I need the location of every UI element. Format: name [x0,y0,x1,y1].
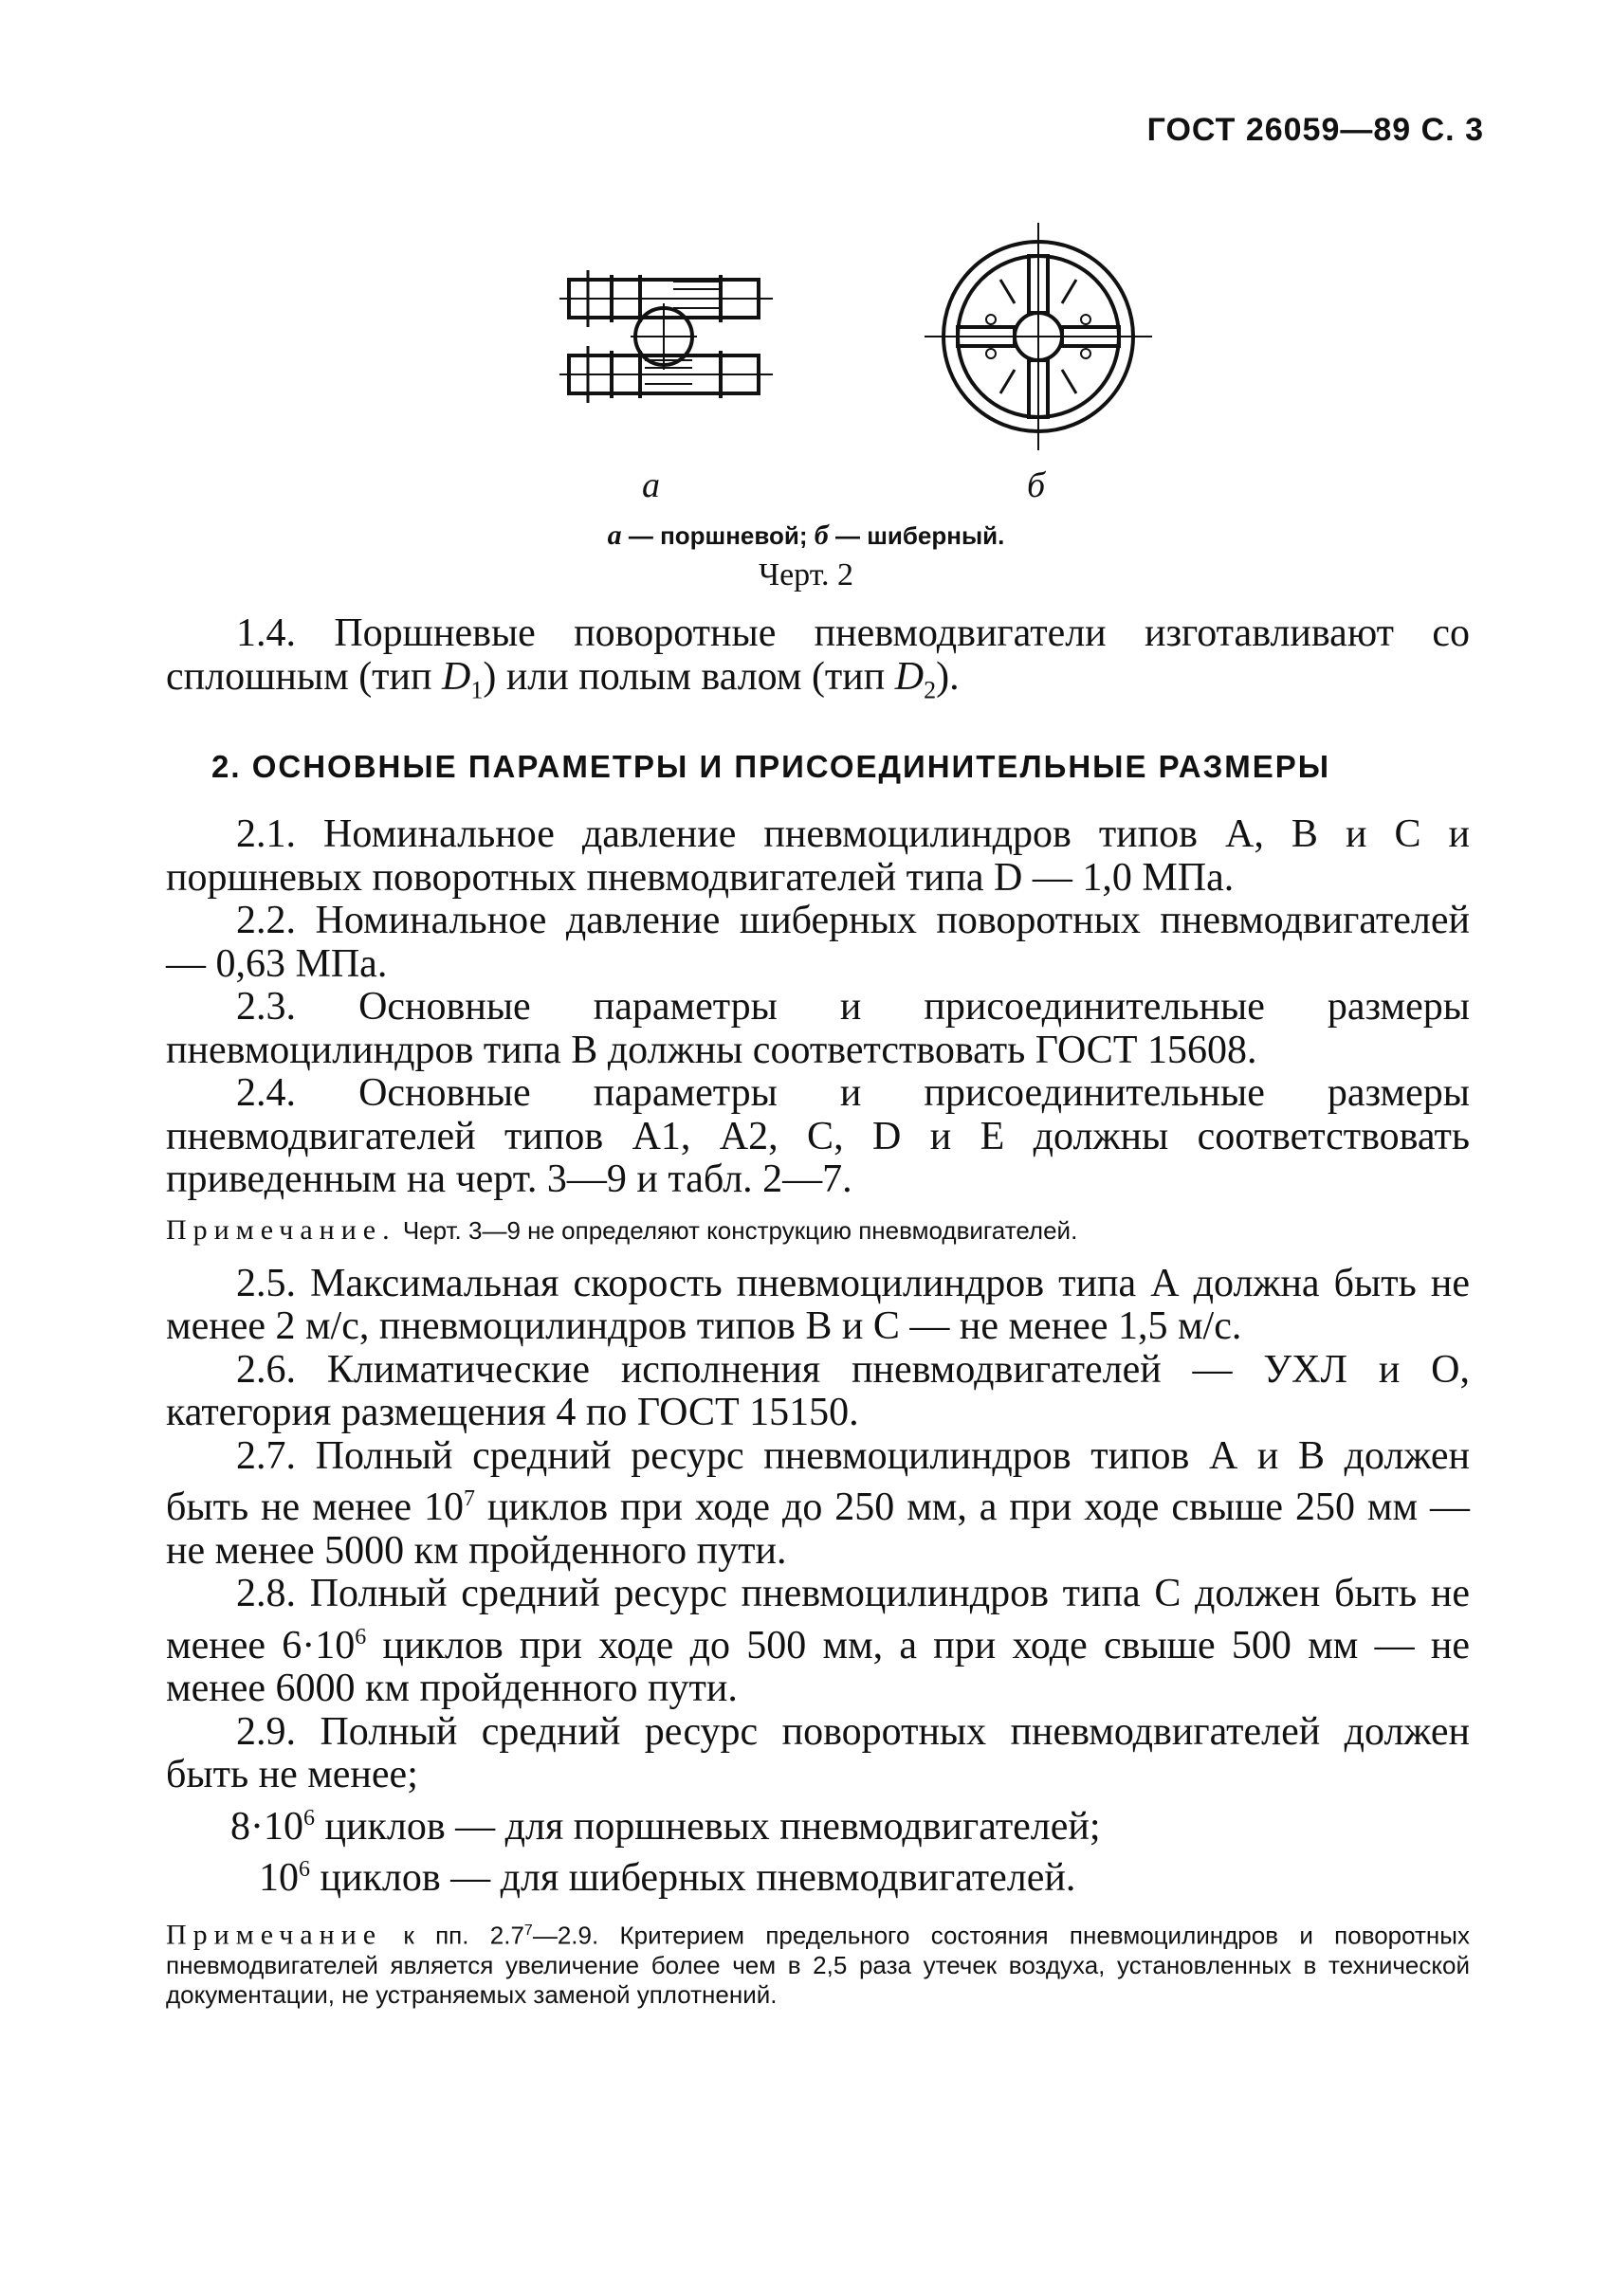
paragraph-2-9-item-2 [166,1849,1470,1901]
paragraph-2-4: 2.4. Основные параметры и присоединительные размеры пневмодвигателей типов А1, А2, С, D и Е должны соответствовать приведенным на черт. 3—9 и табл. 2—7. [166,1071,1470,1202]
piston-drive-drawing [559,270,773,403]
p14-text2: ) или полым валом (тип [483,654,895,699]
p27-text2: циклов при ходе до 250 мм, а при ходе свыше 250 мм — не менее 5000 км пройденного пути. [166,1485,1470,1573]
p29-item1-text1: 8·10 [230,1804,303,1849]
paragraph-2-6: 2.6. Климатические исполнения пневмодвигателей — УХЛ и О, категория размещения 4 по ГОСТ 15150. [166,1347,1470,1435]
paragraph-2-3: 2.3. Основные параметры и присоединительные размеры пневмоцилиндров типа В должны соответствовать ГОСТ 15608. [166,985,1470,1072]
p14-text1: 1.4. Поршневые поворотные пневмодвигатели изготавливают со сплошным (тип [166,611,1470,699]
p14-text3: ). [936,654,960,699]
figure-label-b: б [1027,465,1046,505]
paragraph-1-4 [166,612,1470,711]
note-1-text: Черт. 3—9 не определяют конструкцию пневмодвигателей. [395,1215,1078,1245]
figure-caption [0,519,1612,552]
p29-item2-text1: 10 [259,1856,299,1901]
paragraph-2-2: 2.2. Номинальное давление шиберных поворотных пневмодвигателей — 0,63 МПа. [166,899,1470,986]
p28-text2: циклов при ходе до 500 мм, а при ходе свыше 500 мм — не менее 6000 км пройденного пути. [166,1623,1470,1711]
p27-sup: 7 [463,1486,475,1512]
p29-item1-sup: 6 [303,1805,315,1831]
caption-a-text: — поршневой; [621,521,815,550]
note-1-label: Примечание. [166,1213,396,1246]
vane-drive-drawing [925,223,1152,450]
p14-sym2: D [894,654,925,699]
paragraph-2-9-item-1 [166,1797,1470,1850]
p14-sub1: 1 [470,675,484,703]
note-2-text1: к пп. 2.7 [382,1921,524,1950]
p29-item1-text2: циклов — для поршневых пневмодвигателей; [315,1804,1101,1849]
p29-item2-text2: циклов — для шиберных пневмодвигателей. [310,1856,1076,1901]
caption-a-letter: а [607,519,622,551]
section-2-heading: 2. ОСНОВНЫЕ ПАРАМЕТРЫ И ПРИСОЕДИНИТЕЛЬНЫЕ РАЗМЕРЫ [211,749,1331,785]
paragraph-2-7 [166,1435,1470,1574]
paragraph-2-8 [166,1573,1470,1711]
note-2-sup: 7 [523,1922,533,1939]
note-1 [166,1215,1470,1246]
note-2-label: Примечание [166,1919,383,1951]
figure-title: Черт. 2 [758,557,854,592]
caption-b-letter: б [814,519,829,551]
p28-sup: 6 [355,1624,367,1649]
paragraph-2-9: 2.9. Полный средний ресурс поворотных пневмодвигателей должен быть не менее; [166,1709,1470,1797]
caption-b-text: — шиберный. [828,521,1005,550]
page-header: ГОСТ 26059—89 С. 3 [1146,112,1484,148]
figure-label-a: а [642,465,660,505]
figure-drawing [531,213,1195,526]
note-2 [166,1916,1470,2010]
p14-sym1: D [442,654,471,699]
note-2-text2: —2.9. Критерием предельного состояния пневмоцилиндров и поворотных пневмодвигателей является увеличение более чем в 2,5 раза утечек воздуха, установленных в технической документации, не устраняемых заменой уплотнений. [166,1921,1470,2009]
p14-sub2: 2 [924,675,937,703]
paragraph-2-1: 2.1. Номинальное давление пневмоцилиндров типов А, В и С и поршневых поворотных пневмодвигателей типа D — 1,0 МПа. [166,812,1470,900]
p29-item2-sup: 6 [299,1857,310,1883]
p27-text1: 2.7. Полный средний ресурс пневмоцилиндров типов А и В должен быть не менее 10 [166,1433,1470,1530]
document-body [166,612,1470,2010]
p28-text1: 2.8. Полный средний ресурс пневмоцилиндров типа С должен быть не менее 6·10 [166,1572,1470,1667]
paragraph-2-5: 2.5. Максимальная скорость пневмоцилиндров типа А должна быть не менее 2 м/с, пневмоцилиндров типов В и С — не менее 1,5 м/с. [166,1261,1470,1349]
